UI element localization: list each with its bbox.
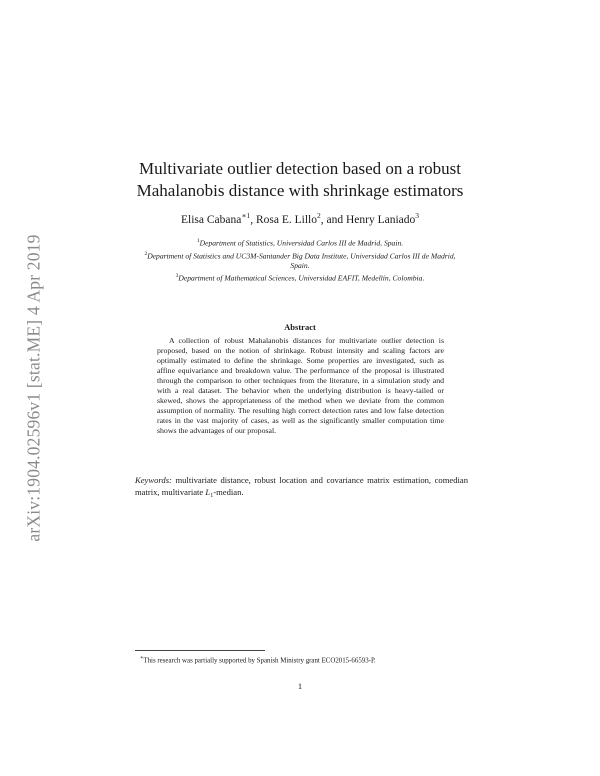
keywords-label: Keywords:: [135, 475, 172, 485]
author-separator: , and: [320, 213, 346, 226]
keywords-text: multivariate distance, robust location and covariance matrix estimation, comedian matrix, multivariate: [135, 475, 468, 497]
affiliation-text: Department of Statistics and UC3M-Santander Big Data Institute, Universidad Carlos III de Madrid, Spain.: [147, 251, 456, 271]
footnote-rule: [135, 650, 265, 651]
arxiv-stamp: arXiv:1904.02596v1 [stat.ME] 4 Apr 2019: [23, 234, 44, 542]
affiliation: [138, 271, 462, 284]
author-name: Rosa E. Lillo: [255, 213, 317, 226]
abstract-body: A collection of robust Mahalanobis distances for multivariate outlier detection is proposed, based on the notion of shrinkage. Robust intensity and scaling factors are optimally estimated to define the shrinkage. Some properties are investigated, such as affine equivariance and breakdown value. The performance of the proposal is illustrated through the comparison to other techniques from the literature, in a simulation study and with a real dataset. The behavior when the underlying distribution is heavy-tailed or skewed, shows the appropriateness of the method when we deviate from the common assumption of normality. The resulting high correct detection rates and low false detection rates in the vast majority of cases, as well as the significantly smaller computation time shows the advantages of our proposal.: [157, 336, 444, 436]
footnote-mark: ∗: [140, 656, 144, 661]
author-list: [100, 209, 500, 227]
keywords-math-variable: L: [205, 486, 211, 497]
keywords-tail: -median.: [213, 486, 244, 497]
author-name: Henry Laniado: [345, 213, 416, 226]
title-line-1: Multivariate outlier detection based on a robust: [139, 159, 461, 178]
author-marks: 3: [415, 211, 419, 220]
keywords: [135, 475, 468, 502]
footnote: [140, 654, 470, 665]
author-separator: ,: [250, 213, 256, 226]
author-marks: ∗1: [241, 211, 251, 220]
affiliation: [138, 249, 462, 272]
author-marks: 2: [316, 211, 321, 220]
affiliation-text: Department of Mathematical Sciences, Universidad EAFIT, Medellín, Colombia.: [178, 273, 425, 283]
affiliation-text: Department of Statistics, Universidad Carlos III de Madrid, Spain.: [199, 238, 404, 248]
paper-title: [100, 158, 500, 202]
footnote-text: This research was partially supported by Spanish Ministry grant ECO2015-66593-P.: [143, 657, 376, 665]
affiliation-mark: 3: [175, 273, 179, 280]
author-name: Elisa Cabana: [180, 213, 242, 226]
title-line-2: Mahalanobis distance with shrinkage estimators: [136, 181, 464, 200]
keywords-math-subscript: 1: [210, 492, 214, 499]
affiliation-mark: 1: [196, 238, 200, 244]
affiliation-list: [138, 236, 462, 284]
abstract-heading: Abstract: [284, 322, 316, 332]
page-number: 1: [297, 681, 303, 691]
affiliation: [138, 236, 462, 249]
affiliation-mark: 2: [144, 250, 148, 257]
